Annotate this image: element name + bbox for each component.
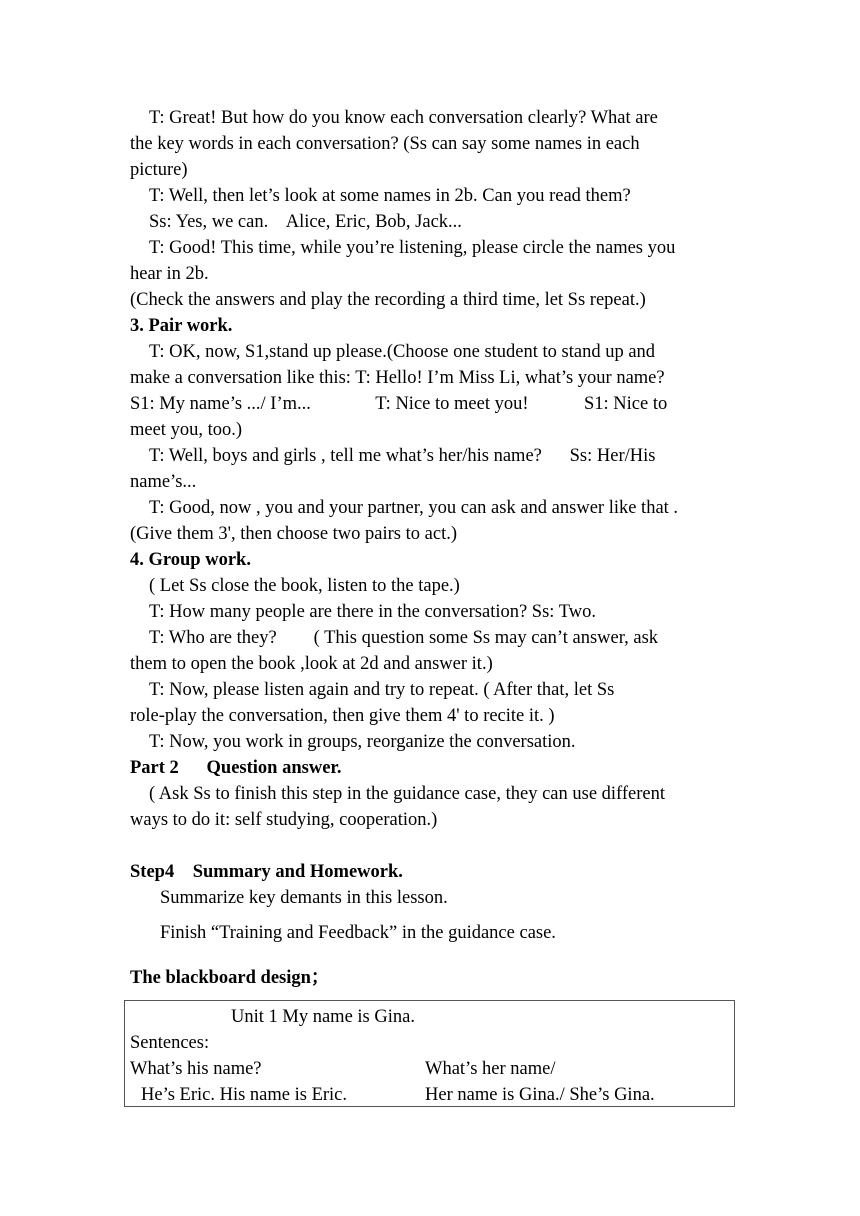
section-heading-pair-work: 3. Pair work. [130, 316, 233, 336]
blackboard-left-question: What’s his name? [130, 1059, 262, 1079]
blackboard-title: Unit 1 My name is Gina. [231, 1007, 415, 1027]
body-line: T: Good, now , you and your partner, you can ask and answer like that . [149, 498, 679, 518]
body-line: T: Now, you work in groups, reorganize the conversation. [149, 732, 576, 752]
body-line: the key words in each conversation? (Ss can say some names in each [130, 134, 640, 154]
body-line: ( Let Ss close the book, listen to the tape.) [149, 576, 460, 596]
body-line: Ss: Yes, we can. Alice, Eric, Bob, Jack... [149, 212, 462, 232]
body-line: Finish “Training and Feedback” in the guidance case. [160, 923, 556, 943]
body-line: ways to do it: self studying, cooperation.) [130, 810, 438, 830]
section-heading-group-work: 4. Group work. [130, 550, 251, 570]
section-heading-step4: Step4 Summary and Homework. [130, 862, 403, 882]
body-line: T: Well, boys and girls , tell me what’s her/his name? Ss: Her/His [149, 446, 656, 466]
body-line: role-play the conversation, then give them 4' to recite it. ) [130, 706, 555, 726]
body-line: picture) [130, 160, 188, 180]
blackboard-sentences-label: Sentences: [130, 1033, 210, 1053]
body-line: T: OK, now, S1,stand up please.(Choose one student to stand up and [149, 342, 656, 362]
body-line: hear in 2b. [130, 264, 209, 284]
body-line: T: Who are they? ( This question some Ss may can’t answer, ask [149, 628, 659, 648]
body-line: name’s... [130, 472, 197, 492]
body-line: make a conversation like this: T: Hello! I’m Miss Li, what’s your name? [130, 368, 665, 388]
section-heading-blackboard: The blackboard design； [130, 968, 330, 988]
body-line: S1: My name’s .../ I’m... T: Nice to meet you! S1: Nice to [130, 394, 668, 414]
body-line: (Check the answers and play the recording a third time, let Ss repeat.) [130, 290, 646, 310]
body-line: T: Well, then let’s look at some names in 2b. Can you read them? [149, 186, 631, 206]
section-heading-part-2: Part 2 Question answer. [130, 758, 342, 778]
body-line: T: Now, please listen again and try to repeat. ( After that, let Ss [149, 680, 615, 700]
blackboard-design-box [124, 1000, 735, 1107]
body-line: T: How many people are there in the conversation? Ss: Two. [149, 602, 596, 622]
body-line: (Give them 3', then choose two pairs to act.) [130, 524, 457, 544]
blackboard-left-answer: He’s Eric. His name is Eric. [141, 1085, 348, 1105]
blackboard-right-question: What’s her name/ [425, 1059, 556, 1079]
blackboard-right-answer: Her name is Gina./ She’s Gina. [425, 1085, 655, 1105]
body-line: Summarize key demants in this lesson. [160, 888, 448, 908]
body-line: ( Ask Ss to finish this step in the guidance case, they can use different [149, 784, 666, 804]
body-line: meet you, too.) [130, 420, 243, 440]
body-line: T: Great! But how do you know each conversation clearly? What are [149, 108, 658, 128]
body-line: them to open the book ,look at 2d and answer it.) [130, 654, 493, 674]
body-line: T: Good! This time, while you’re listening, please circle the names you [149, 238, 676, 258]
